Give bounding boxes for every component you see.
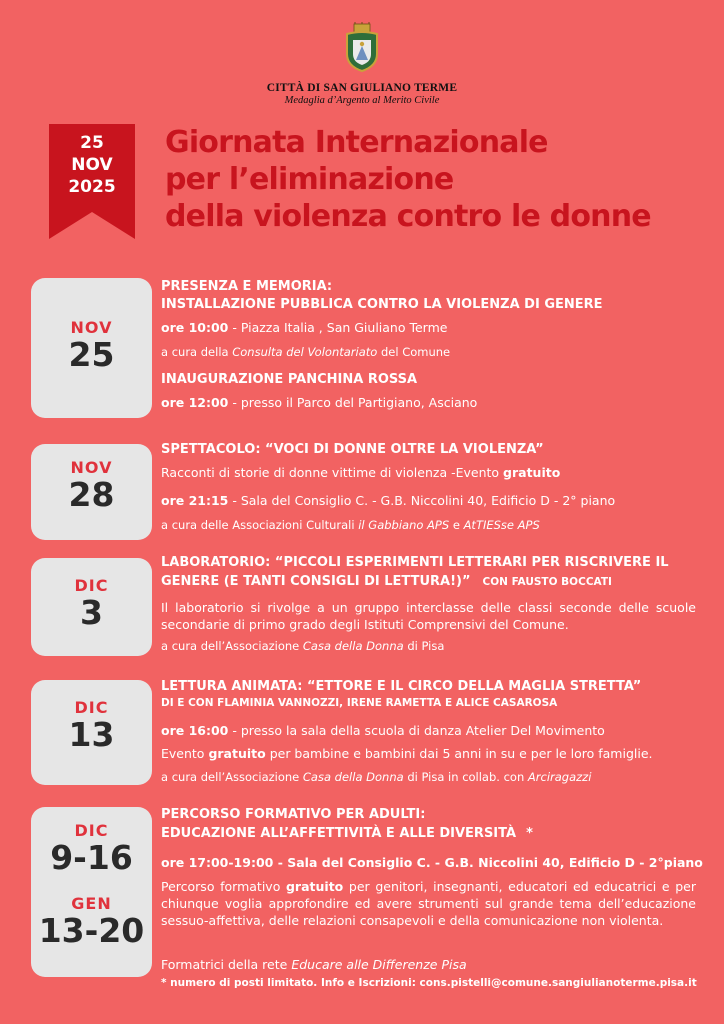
organizer-text: a cura delle Associazioni Culturali [161, 518, 359, 532]
event-heading-text: EDUCAZIONE ALL’AFFETTIVITÀ E ALLE DIVERSITÀ [161, 826, 517, 841]
event-heading: PRESENZA E MEMORIA: [161, 279, 333, 294]
event-heading: SPETTACOLO: “VOCI DI DONNE OLTRE LA VIOLENZA” [161, 442, 544, 457]
organizer-text: e [449, 518, 464, 532]
date-card-month: DIC [74, 698, 109, 717]
date-card-month: NOV [70, 458, 113, 477]
date-card-day: 13-20 [38, 911, 145, 950]
event-heading [161, 573, 612, 589]
date-card-nov-28 [31, 444, 152, 540]
organizer-name: Consulta del Volontariato [232, 345, 378, 359]
event-heading: PERCORSO FORMATIVO PER ADULTI: [161, 807, 426, 822]
organizer-text: a cura della [161, 345, 233, 359]
event-place: - presso il Parco del Partigiano, Asciano [228, 395, 478, 410]
title-line-1: Giornata Internazionale [165, 125, 548, 160]
event-time-place [161, 493, 615, 508]
page-title [165, 124, 705, 235]
event-organizer [161, 639, 444, 653]
date-ribbon [49, 124, 135, 239]
event-place: - Sala del Consiglio C. - G.B. Niccolini 40, Edificio D - 2° piano [228, 493, 616, 508]
event-heading [161, 825, 533, 841]
event-heading-text: GENERE (E TANTI CONSIGLI DI LETTURA!)” [161, 574, 471, 589]
event-heading: INAUGURAZIONE PANCHINA ROSSA [161, 372, 418, 387]
event-description [161, 878, 696, 929]
description-text: Racconti di storie di donne vittime di violenza -Evento [161, 465, 504, 480]
date-card-dic-3 [31, 558, 152, 656]
event-trainers [161, 957, 467, 972]
date-card-month: GEN [71, 894, 112, 913]
date-card-dic-13 [31, 680, 152, 785]
date-card-day: 9-16 [50, 838, 133, 877]
event-time-place: ore 17:00-19:00 - Sala del Consiglio C. - G.B. Niccolini 40, Edificio D - 2°piano [161, 855, 703, 870]
ribbon-day: 25 [80, 133, 104, 153]
date-card-nov-25 [31, 278, 152, 418]
organizer-name: Casa della Donna [302, 639, 404, 653]
event-heading: INSTALLAZIONE PUBBLICA CONTRO LA VIOLENZA DI GENERE [161, 297, 603, 312]
event-description [161, 465, 560, 480]
city-medal-subtitle: Medaglia d’Argento al Merito Civile [284, 95, 440, 106]
free-label: gratuito [503, 465, 561, 480]
title-line-3: della violenza contro le donne [165, 199, 651, 234]
event-time-place [161, 395, 477, 410]
date-card-month: DIC [74, 821, 109, 840]
organizer-name: AtTIESse APS [463, 518, 540, 532]
event-heading: LABORATORIO: “PICCOLI ESPERIMENTI LETTERARI PER RISCRIVERE IL [161, 555, 669, 570]
description-text: per genitori, insegnanti, educatori ed educatrici e per chiunque voglia approfondire ed avere strumenti sul grande tema dell’educazione sessuo-affettiva, delle relazioni consapevoli e della comunicazione non violenta. [161, 879, 696, 928]
organizer-text: di Pisa [403, 639, 445, 653]
footnote-info: * numero di posti limitato. Info e Iscrizioni: cons.pistelli@comune.sangiulianoterme.pisa.it [161, 977, 697, 989]
free-label: gratuito [285, 879, 344, 894]
event-description: Il laboratorio si rivolge a un gruppo interclasse delle classi seconde delle scuole secondarie di primo grado degli Istituti Comprensivi del Comune. [161, 600, 696, 632]
event-organizer [161, 770, 591, 784]
organizer-text: del Comune [377, 345, 451, 359]
event-time: ore 10:00 [161, 320, 229, 335]
event-heading: LETTURA ANIMATA: “ETTORE E IL CIRCO DELLA MAGLIA STRETTA” [161, 679, 642, 694]
event-guest: DI E CON FLAMINIA VANNOZZI, IRENE RAMETTA E ALICE CASAROSA [161, 697, 558, 709]
asterisk-mark: * [526, 826, 533, 841]
event-time: ore 12:00 [161, 395, 229, 410]
trainers-network: Educare alle Differenze Pisa [291, 957, 467, 972]
date-card-day: 13 [68, 715, 115, 754]
date-card-month: DIC [74, 576, 109, 595]
description-text: Percorso formativo [161, 879, 286, 894]
date-card-day: 25 [68, 335, 115, 374]
date-card-month: NOV [70, 318, 113, 337]
ribbon-year: 2025 [68, 177, 116, 197]
free-label: gratuito [208, 746, 266, 761]
event-place: - presso la sala della scuola di danza Atelier Del Movimento [228, 723, 605, 738]
event-time-place [161, 320, 447, 335]
title-line-2: per l’eliminazione [165, 162, 454, 197]
event-time: ore 16:00 [161, 723, 229, 738]
organizer-name: il Gabbiano APS [358, 518, 450, 532]
city-name: CITTÀ DI SAN GIULIANO TERME [266, 82, 458, 94]
event-time-place [161, 723, 605, 738]
organizer-name: Casa della Donna [302, 770, 404, 784]
organizer-text: a cura dell’Associazione [161, 639, 303, 653]
organizer-text: di Pisa in collab. con [403, 770, 528, 784]
trainers-text: Formatrici della rete [161, 957, 292, 972]
date-card-day: 3 [80, 593, 103, 632]
event-place: - Piazza Italia , San Giuliano Terme [228, 320, 448, 335]
date-card-dic-gen [31, 807, 152, 977]
event-organizer [161, 518, 540, 532]
coat-of-arms-icon [345, 22, 379, 72]
header [0, 22, 724, 106]
organizer-text: a cura dell’Associazione [161, 770, 303, 784]
ribbon-date [49, 132, 135, 198]
date-card-day: 28 [68, 475, 115, 514]
event-organizer [161, 345, 450, 359]
organizer-name: Arciragazzi [527, 770, 592, 784]
description-text: per bambine e bambini dai 5 anni in su e per le loro famiglie. [265, 746, 653, 761]
event-time: ore 21:15 [161, 493, 229, 508]
event-description [161, 746, 653, 761]
description-text: Evento [161, 746, 209, 761]
event-guest: CON FAUSTO BOCCATI [482, 576, 612, 588]
ribbon-month: NOV [71, 155, 113, 175]
